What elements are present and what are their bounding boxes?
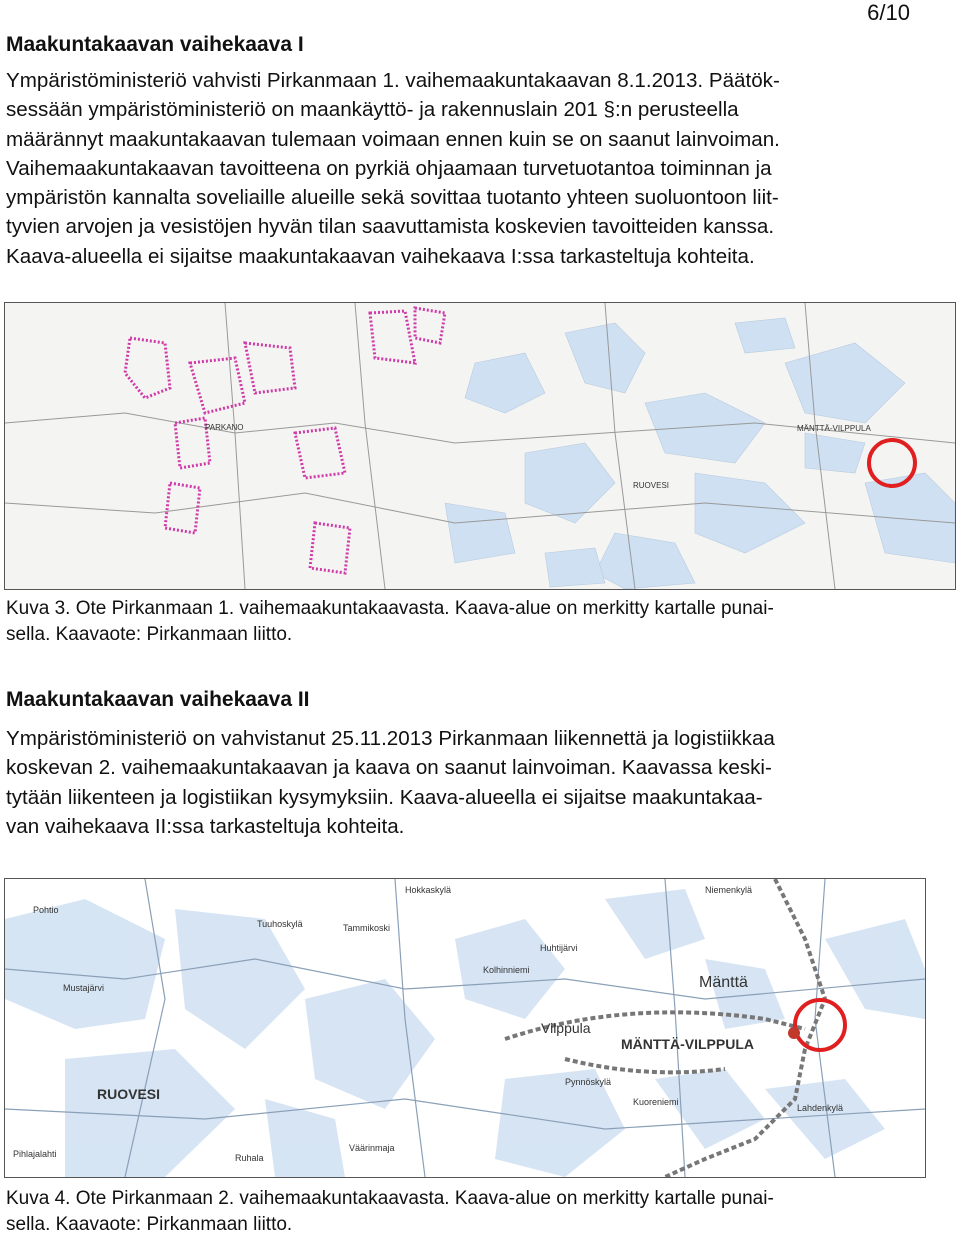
- map-2-label-ruovesi: RUOVESI: [97, 1086, 161, 1102]
- map-2-label-pohtio: Pohtio: [33, 905, 59, 915]
- map-2-label-ruhala: Ruhala: [235, 1153, 264, 1163]
- section1-heading: Maakuntakaavan vaihekaava I: [6, 33, 304, 56]
- map-figure-2: [4, 878, 926, 1178]
- text-line: Vaihemaakuntakaavan tavoitteena on pyrkiä ohjaamaan turvetuotantoa toiminnan ja: [6, 156, 772, 180]
- section2-paragraph: [6, 724, 912, 841]
- text-line: tyvien arvojen ja vesistöjen hyvän tilan saavuttamista koskevien tavoitteiden kanssa.: [6, 215, 775, 239]
- caption-line: Kuva 3. Ote Pirkanmaan 1. vaihemaakuntakaavasta. Kaava-alue on merkitty kartalle punai-: [6, 598, 774, 619]
- text-line: tytään liikenteen ja logistiikan kysymyksiin. Kaava-alueella ei sijaitse maakuntakaa-: [6, 785, 763, 809]
- text-line: Ympäristöministeriö vahvisti Pirkanmaan 1. vaihemaakuntakaavan 8.1.2013. Päätök-: [6, 69, 780, 92]
- map-2-label-mantta: Mänttä: [699, 974, 748, 991]
- map-2-label-vilppula: Vilppula: [541, 1020, 591, 1036]
- text-line: van vaihekaava II:ssa tarkasteltuja kohteita.: [6, 814, 405, 838]
- page-number: 6/10: [867, 0, 910, 25]
- caption-line: sella. Kaavaote: Pirkanmaan liitto.: [6, 624, 293, 645]
- map-2-label-mustajarvi: Mustajärvi: [63, 983, 105, 993]
- section2-heading: Maakuntakaavan vaihekaava II: [6, 688, 310, 711]
- caption-line: Kuva 4. Ote Pirkanmaan 2. vaihemaakuntakaavasta. Kaava-alue on merkitty kartalle punai-: [6, 1188, 774, 1209]
- caption-line: sella. Kaavaote: Pirkanmaan liitto.: [6, 1214, 293, 1235]
- map-2-label-mantta-vilppula: MÄNTTÄ-VILPPULA: [621, 1036, 754, 1052]
- map-1-graphic: [5, 303, 955, 589]
- map-2-label-pynnoskyla: Pynnöskylä: [565, 1077, 612, 1087]
- text-line: ympäristön kannalta soveliaille alueille sekä sovittaa tuotanto yhteen suoluontoon liit-: [6, 186, 779, 210]
- map-2-label-tammikoski: Tammikoski: [343, 923, 391, 933]
- map-2-label-vaarinmaja: Väärinmaja: [349, 1143, 395, 1153]
- text-line: koskevan 2. vaihemaakuntakaavan ja kaava on saanut lainvoiman. Kaavassa keski-: [6, 756, 772, 780]
- map-2-label-pihlajalahti: Pihlajalahti: [13, 1149, 57, 1159]
- text-line: Kaava-alueella ei sijaitse maakuntakaavan vaihekaava I:ssa tarkasteltuja kohteita.: [6, 244, 755, 268]
- map-1-label-mantta-vilppula: MÄNTTÄ-VILPPULA: [797, 424, 871, 433]
- map-2-label-hokkaskyla: Hokkaskylä: [405, 885, 452, 895]
- map-2-graphic: [5, 879, 925, 1177]
- map-2-label-huhtijarvi: Huhtijärvi: [540, 943, 578, 953]
- map-figure-1: [4, 302, 956, 590]
- text-line: sessään ympäristöministeriö on maankäyttö- ja rakennuslain 201 §:n perusteella: [6, 98, 739, 122]
- figure-2-caption: [6, 1186, 912, 1238]
- map-1-label-ruovesi: RUOVESI: [633, 481, 670, 490]
- map-2-label-kuoreniemi: Kuoreniemi: [633, 1097, 679, 1107]
- text-line: Ympäristöministeriö on vahvistanut 25.11.2013 Pirkanmaan liikennettä ja logistiikkaa: [6, 727, 775, 750]
- map-2-label-tuuhoskyla: Tuuhoskylä: [257, 919, 303, 929]
- map-2-label-kolhinniemi: Kolhinniemi: [483, 965, 530, 975]
- section1-paragraph: [6, 66, 912, 271]
- map-1-label-parkano: PARKANO: [205, 423, 244, 432]
- figure-1-caption: [6, 596, 912, 648]
- map-2-label-niemenkyla: Niemenkylä: [705, 885, 753, 895]
- map-2-label-lahdenkyla: Lahdenkylä: [797, 1103, 844, 1113]
- text-line: määrännyt maakuntakaavan tulemaan voimaan ennen kuin se on saanut lainvoiman.: [6, 127, 780, 151]
